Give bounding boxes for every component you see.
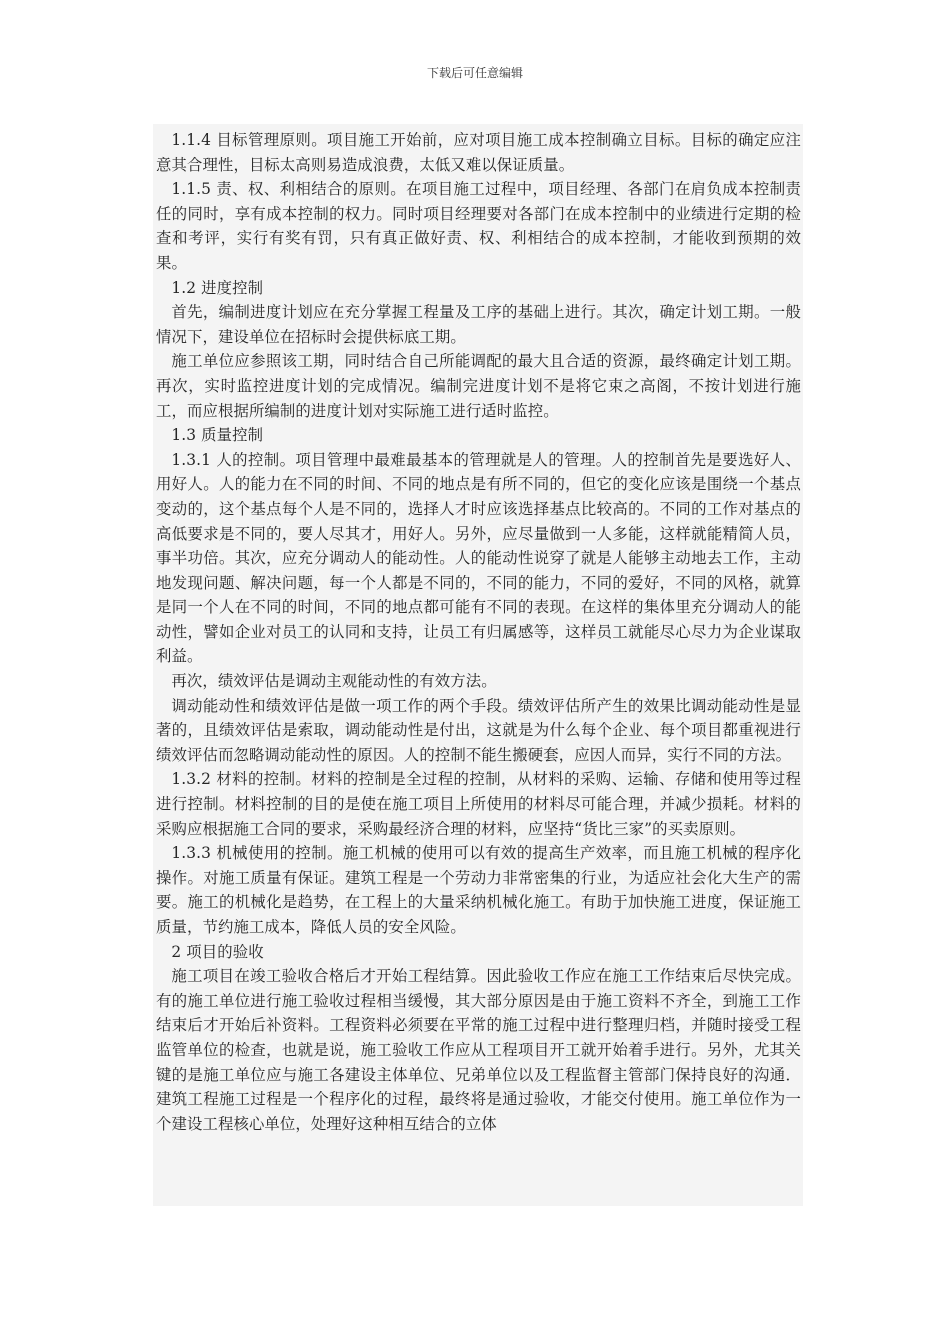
paragraph-1-3-1: 1.3.1 人的控制。项目管理中最难最基本的管理就是人的管理。人的控制首先是要选好人、用好人。人的能力在不同的时间、不同的地点是有所不同的，但它的变化应该是围绕一个基点变动的，这个基点每个人是不同的，选择人才时应该选择基点比较高的。不同的工作对基点的高低要求是不同的，要人尽其才，用好人。另外，应尽量做到一人多能，这样就能精简人员，事半功倍。其次，应充分调动人的能动性。人的能动性说穿了就是人能够主动地去工作，主动地发现问题、解决问题，每一个人都是不同的，不同的能力，不同的爱好，不同的风格，就算是同一个人在不同的时间，不同的地点都可能有不同的表现。在这样的集体里充分调动人的能动性，譬如企业对员工的认同和支持，让员工有归属感等，这样员工就能尽心尽力为企业谋取利益。	[156, 450, 801, 666]
paragraph-schedule-2: 施工单位应参照该工期，同时结合自己所能调配的最大且合适的资源，最终确定计划工期。再次，实时监控进度计划的完成情况。编制完进度计划不是将它束之高阁，不按计划进行施工，而应根据所编制的进度计划对实际施工进行适时监控。	[156, 352, 801, 420]
heading-1-2: 1.2 进度控制	[171, 278, 264, 297]
document-body	[153, 124, 803, 1206]
paragraph-performance-2: 调动能动性和绩效评估是做一项工作的两个手段。绩效评估所产生的效果比调动能动性是显著的，且绩效评估是索取，调动能动性是付出，这就是为什么每个企业、每个项目都重视进行绩效评估而忽略调动能动性的原因。人的控制不能生搬硬套，应因人而异，实行不同的方法。	[156, 696, 801, 764]
paragraph-1-3-3: 1.3.3 机械使用的控制。施工机械的使用可以有效的提高生产效率，而且施工机械的程序化操作。对施工质量有保证。建筑工程是一个劳动力非常密集的行业，为适应社会化大生产的需要。施工的机械化是趋势，在工程上的大量采纳机械化施工。有助于加快施工进度，保证施工质量，节约施工成本，降低人员的安全风险。	[156, 844, 801, 936]
heading-2: 2 项目的验收	[171, 942, 264, 961]
paragraph-1-1-5: 1.1.5 责、权、利相结合的原则。在项目施工过程中，项目经理、各部门在肩负成本控制责任的同时，享有成本控制的权力。同时项目经理要对各部门在成本控制中的业绩进行定期的检查和考评，实行有奖有罚，只有真正做好责、权、利相结合的成本控制，才能收到预期的效果。	[156, 180, 801, 272]
paragraph-1-3-2: 1.3.2 材料的控制。材料的控制是全过程的控制，从材料的采购、运输、存储和使用等过程进行控制。材料控制的目的是使在施工项目上所使用的材料尽可能合理，并减少损耗。材料的采购应根据施工合同的要求，采购最经济合理的材料，应坚持“货比三家”的买卖原则。	[156, 770, 801, 838]
paragraph-acceptance: 施工项目在竣工验收合格后才开始工程结算。因此验收工作应在施工工作结束后尽快完成。有的施工单位进行施工验收过程相当缓慢，其大部分原因是由于施工资料不齐全，到施工工作结束后才开始后补资料。工程资料必须要在平常的施工过程中进行整理归档，并随时接受工程监管单位的检查，也就是说，施工验收工作应从工程项目开工就开始着手进行。另外，尤其关键的是施工单位应与施工各建设主体单位、兄弟单位以及工程监督主管部门保持良好的沟通．建筑工程施工过程是一个程序化的过程，最终将是通过验收，才能交付使用。施工单位作为一个建设工程核心单位，处理好这种相互结合的立体	[156, 967, 801, 1133]
paragraph-1-1-4: 1.1.4 目标管理原则。项目施工开始前，应对项目施工成本控制确立目标。目标的确定应注意其合理性，目标太高则易造成浪费，太低又难以保证质量。	[156, 131, 801, 174]
paragraph-schedule-1: 首先，编制进度计划应在充分掌握工程量及工序的基础上进行。其次，确定计划工期。一般情况下，建设单位在招标时会提供标底工期。	[156, 303, 801, 346]
paragraph-performance-1: 再次，绩效评估是调动主观能动性的有效方法。	[171, 672, 497, 691]
heading-1-3: 1.3 质量控制	[171, 426, 264, 445]
page-header: 下载后可任意编辑	[426, 66, 523, 80]
